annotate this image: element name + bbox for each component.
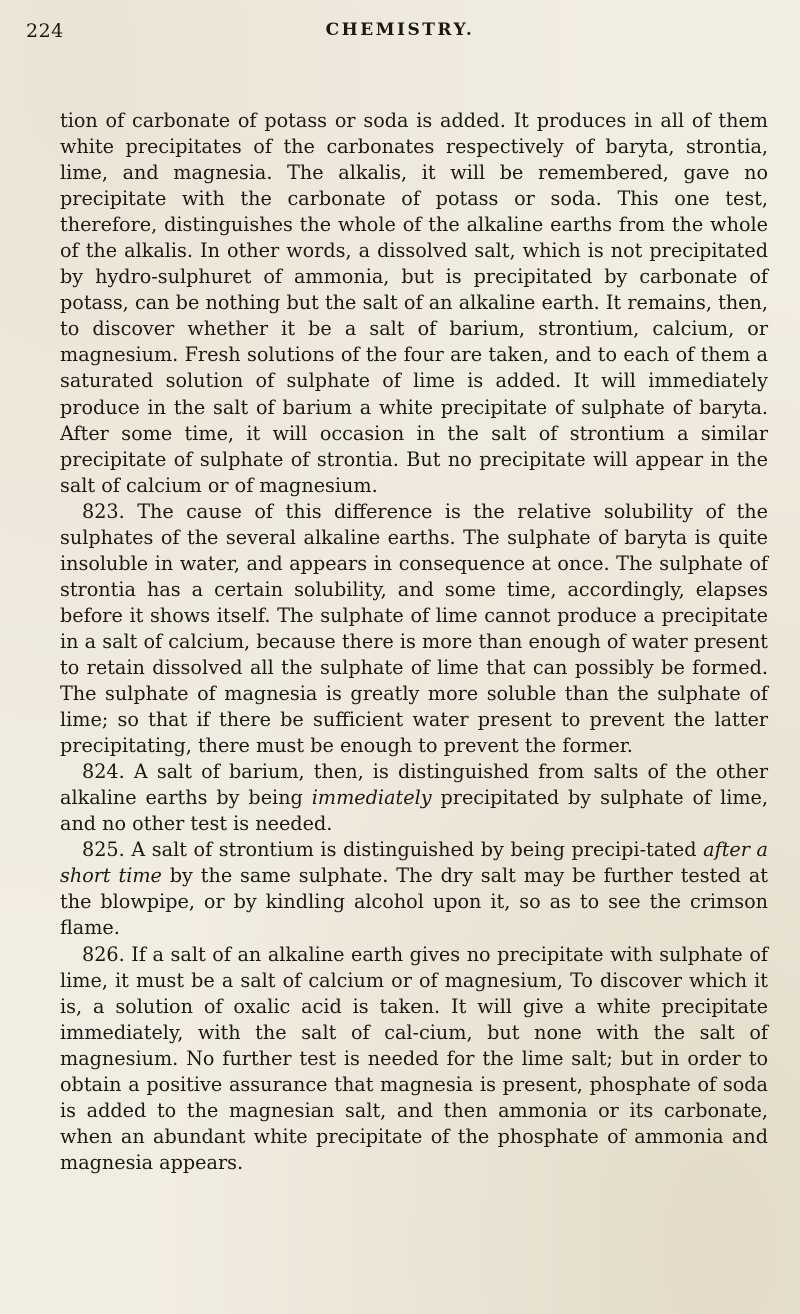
paragraph-825: [60, 837, 768, 941]
paragraph-826: 826. If a salt of an alkaline earth gives no precipitate with sulphate of lime, it must be a salt of calcium or of magnesium, To discover which it is, a solution of oxalic acid is taken. It will give a white precipitate immediately, with the salt of cal-cium, but none with the salt of magnesium. No further test is needed for the lime salt; but in order to obtain a positive assurance that magnesia is present, phosphate of soda is added to the magnesian salt, and then ammonia or its carbonate, when an abundant white precipitate of the phosphate of ammonia and magnesia appears.: [60, 942, 768, 1174]
page-number: 224: [26, 20, 64, 42]
paragraph-824-text-before: 824. A salt of barium, then, is distinguished from salts of the other alkaline earths by being: [60, 760, 768, 810]
paragraph-823: 823. The cause of this difference is the relative solubility of the sulphates of the several alkaline earths. The sulphate of baryta is quite insoluble in water, and appears in consequence at once. The sulphate of strontia has a certain solubility, and some time, accordingly, elapses before it shows itself. The sulphate of lime cannot produce a precipitate in a salt of calcium, because there is more than enough of water present to retain dissolved all the sulphate of lime that can possibly be formed. The sulphate of magnesia is greatly more soluble than the sulphate of lime; so that if there be sufficient water present to prevent the latter precipitating, there must be enough to prevent the former.: [60, 499, 768, 758]
paragraph-824: [60, 759, 768, 837]
paragraph-824-text-after: precipitated by sulphate of lime, and no other test is needed.: [60, 786, 768, 836]
body-text: [60, 108, 768, 1176]
paragraph-825-text-before: 825. A salt of strontium is distinguished by being precipi-tated: [82, 838, 704, 862]
running-head: [0, 20, 800, 52]
running-title: CHEMISTRY.: [325, 20, 475, 40]
paragraph-825-text-after: by the same sulphate. The dry salt may be further tested at the blowpipe, or by kindling alcohol upon it, so as to see the crimson flame.: [60, 864, 768, 940]
paragraph-824-emphasis: immediately: [311, 786, 432, 810]
paragraph-continuation: tion of carbonate of potass or soda is added. It produces in all of them white precipitates of the carbonates respectively of baryta, strontia, lime, and magnesia. The alkalis, it will be remembered, gave no precipitate with the carbonate of potass or soda. This one test, therefore, distinguishes the whole of the alkaline earths from the whole of the alkalis. In other words, a dissolved salt, which is not precipitated by hydro-sulphuret of ammonia, but is precipitated by carbonate of potass, can be nothing but the salt of an alkaline earth. It remains, then, to discover whether it be a salt of barium, strontium, calcium, or magnesium. Fresh solutions of the four are taken, and to each of them a saturated solution of sulphate of lime is added. It will immediately produce in the salt of barium a white precipitate of sulphate of baryta. After some time, it will occasion in the salt of strontium a similar precipitate of sulphate of strontia. But no precipitate will appear in the salt of calcium or of magnesium.: [60, 109, 768, 497]
paragraph-825-emphasis: after a short time: [60, 838, 768, 888]
